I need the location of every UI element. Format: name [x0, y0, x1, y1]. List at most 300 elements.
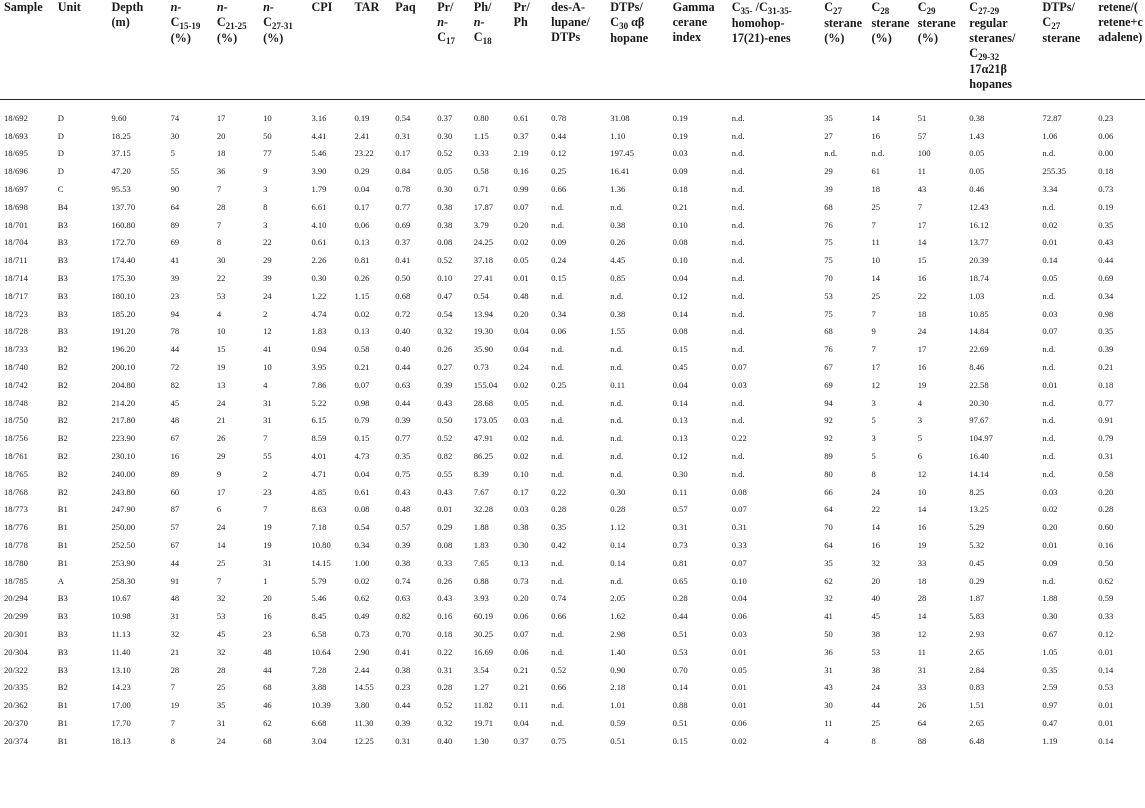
- cell-depth: 160.80: [111, 219, 136, 230]
- cell-unit: B2: [57, 468, 68, 479]
- cell-deslup: 0.28: [551, 504, 567, 515]
- cell-c29: 57: [917, 130, 927, 141]
- cell-n2125: 18: [216, 148, 226, 159]
- cell-prc17: 0.22: [437, 646, 453, 657]
- cell-c29: 10: [917, 486, 927, 497]
- cell-dtphop: 1.12: [610, 522, 626, 533]
- cell-c28: 61: [871, 166, 881, 177]
- cell-dtphop: n.d.: [610, 451, 624, 462]
- cell-c27: 94: [824, 397, 833, 408]
- cell-gamma: 0.21: [672, 201, 688, 212]
- cell-sample: 18/776: [4, 522, 28, 533]
- cell-c27: 66: [824, 486, 833, 497]
- cell-tar: 0.54: [354, 522, 370, 533]
- cell-c29: 26: [917, 700, 927, 711]
- cell-reg: 1.87: [969, 593, 985, 604]
- cell-tar: 0.04: [354, 468, 370, 479]
- cell-sample: 18/717: [4, 290, 28, 301]
- cell-unit: B3: [57, 255, 68, 266]
- cell-sample: 18/785: [4, 575, 28, 586]
- cell-c28: 16: [871, 540, 881, 551]
- cell-c29: 33: [917, 557, 927, 568]
- cell-prph: 0.21: [513, 682, 529, 693]
- cell-n1519: 39: [170, 273, 180, 284]
- cell-phc18: 0.73: [473, 362, 489, 373]
- cell-prph: 0.04: [513, 344, 529, 355]
- cell-prc17: 0.30: [437, 184, 453, 195]
- cell-homohop: n.d.: [731, 415, 745, 426]
- cell-deslup: 0.06: [551, 326, 567, 337]
- cell-retene: 0.44: [1098, 255, 1114, 266]
- cell-dtpc27: n.d.: [1042, 451, 1056, 462]
- cell-unit: C: [57, 184, 64, 195]
- cell-depth: 95.53: [111, 184, 131, 195]
- cell-paq: 0.31: [395, 130, 411, 141]
- table-row: [0, 483, 1145, 501]
- cell-reg: 2.84: [969, 664, 985, 675]
- cell-c28: 14: [871, 273, 881, 284]
- header-homohopenes: $C_{35-}$ $/C_{31-35-}$ homohop- 17(21)-enes: [728, 0, 820, 99]
- table-row: [0, 643, 1145, 661]
- cell-paq: 0.39: [395, 717, 411, 728]
- cell-phc18: 0.71: [473, 184, 489, 195]
- cell-cpi: 10.39: [311, 700, 331, 711]
- cell-retene: 0.35: [1098, 326, 1114, 337]
- cell-phc18: 37.18: [473, 255, 494, 266]
- cell-sample: 18/692: [4, 112, 28, 123]
- cell-phc18: 24.25: [473, 237, 494, 248]
- cell-homohop: n.d.: [731, 326, 745, 337]
- cell-reg: 14.84: [969, 326, 989, 337]
- cell-sample: 20/370: [4, 717, 28, 728]
- cell-depth: 11.13: [111, 629, 131, 639]
- cell-deslup: 0.09: [551, 237, 567, 248]
- cell-dtpc27: 0.02: [1042, 219, 1058, 230]
- cell-n2125: 20: [216, 130, 226, 141]
- cell-dtpc27: 0.35: [1042, 664, 1058, 675]
- cell-unit: B1: [57, 557, 68, 568]
- cell-retene: 0.59: [1098, 593, 1114, 604]
- cell-dtpc27: 0.97: [1042, 700, 1058, 711]
- cell-n1519: 45: [170, 397, 180, 408]
- cell-retene: 0.14: [1098, 664, 1114, 675]
- cell-phc18: 35.90: [473, 344, 494, 355]
- cell-prc17: 0.27: [437, 362, 453, 373]
- cell-n1519: 41: [170, 255, 180, 266]
- header-dtps-c30-hopane: DTPs/ $C_{30}$ αβ hopane: [606, 0, 668, 99]
- cell-sample: 18/780: [4, 557, 28, 568]
- cell-c28: 25: [871, 290, 881, 301]
- cell-homohop: n.d.: [731, 397, 745, 408]
- cell-c27: 68: [824, 326, 833, 337]
- cell-c29: 88: [917, 735, 927, 746]
- cell-prph: 0.04: [513, 326, 529, 337]
- cell-c28: 20: [871, 575, 881, 586]
- cell-cpi: 3.16: [311, 112, 327, 123]
- cell-dtpc27: n.d.: [1042, 362, 1056, 373]
- cell-cpi: 3.88: [311, 682, 327, 693]
- cell-c28: 10: [871, 255, 881, 266]
- cell-sample: 18/723: [4, 308, 28, 319]
- cell-dtphop: 0.14: [610, 557, 626, 568]
- cell-dtphop: n.d.: [610, 201, 624, 212]
- cell-n1519: 57: [170, 522, 180, 533]
- cell-n2731: 10: [263, 362, 272, 373]
- cell-c28: 14: [871, 112, 881, 123]
- cell-gamma: 0.04: [672, 273, 688, 284]
- cell-depth: 47.20: [111, 166, 131, 177]
- cell-homohop: n.d.: [731, 451, 745, 462]
- cell-paq: 0.68: [395, 290, 411, 301]
- cell-prph: 0.02: [513, 433, 529, 444]
- cell-dtpc27: n.d.: [1042, 201, 1056, 212]
- cell-prph: 0.16: [513, 166, 529, 177]
- cell-prph: 0.05: [513, 397, 529, 408]
- cell-gamma: 0.04: [672, 379, 688, 390]
- cell-dtphop: 2.18: [610, 682, 626, 693]
- cell-homohop: 0.07: [731, 504, 747, 515]
- cell-gamma: 0.19: [672, 130, 688, 141]
- cell-tar: 23.22: [354, 148, 374, 159]
- cell-reg: 104.97: [969, 433, 993, 444]
- cell-n2125: 32: [216, 646, 226, 657]
- cell-homohop: n.d.: [731, 184, 745, 195]
- cell-c27: 31: [824, 664, 833, 675]
- cell-c27: 70: [824, 522, 833, 533]
- table-row: [0, 340, 1145, 358]
- cell-paq: 0.38: [395, 664, 411, 675]
- cell-cpi: 5.79: [311, 575, 327, 586]
- cell-prph: 0.38: [513, 522, 529, 533]
- cell-prc17: 0.08: [437, 237, 453, 248]
- cell-dtpc27: 0.01: [1042, 540, 1058, 551]
- cell-depth: 17.70: [111, 717, 131, 728]
- cell-c29: 6: [917, 451, 922, 462]
- cell-c28: 8: [871, 735, 876, 746]
- cell-n1519: 32: [170, 629, 180, 639]
- cell-c28: 45: [871, 611, 881, 622]
- cell-n2731: 62: [263, 717, 272, 728]
- header-cpi: CPI: [307, 0, 350, 99]
- cell-dtphop: 0.38: [610, 219, 626, 230]
- cell-retene: 0.35: [1098, 219, 1114, 230]
- cell-dtphop: 0.14: [610, 540, 626, 551]
- cell-c28: 7: [871, 219, 876, 230]
- header-depth: Depth (m): [108, 0, 167, 99]
- cell-c29: 100: [917, 148, 931, 159]
- cell-sample: 18/733: [4, 344, 28, 355]
- cell-prph: 0.11: [513, 700, 529, 711]
- cell-homohop: 0.07: [731, 362, 747, 373]
- cell-n2125: 6: [216, 504, 222, 515]
- cell-prph: 0.37: [513, 130, 529, 141]
- cell-cpi: 14.15: [311, 557, 331, 568]
- cell-cpi: 3.90: [311, 166, 327, 177]
- cell-tar: 0.02: [354, 575, 370, 586]
- cell-homohop: 0.33: [731, 540, 747, 551]
- cell-reg: 0.83: [969, 682, 985, 693]
- cell-c28: 44: [871, 700, 881, 711]
- table-row: [0, 732, 1145, 750]
- cell-prc17: 0.54: [437, 308, 453, 319]
- cell-n1519: 89: [170, 468, 180, 479]
- cell-depth: 217.80: [111, 415, 136, 426]
- cell-phc18: 7.65: [473, 557, 489, 568]
- header-paq: Paq: [391, 0, 433, 99]
- cell-retene: 0.14: [1098, 735, 1114, 746]
- cell-deslup: n.d.: [551, 397, 565, 408]
- cell-reg: 0.45: [969, 557, 985, 568]
- cell-deslup: 0.42: [551, 540, 567, 551]
- cell-c28: 32: [871, 557, 881, 568]
- cell-deslup: n.d.: [551, 344, 565, 355]
- cell-paq: 0.35: [395, 451, 411, 462]
- cell-gamma: 0.65: [672, 575, 688, 586]
- cell-prph: 0.61: [513, 112, 529, 123]
- cell-gamma: 0.14: [672, 308, 688, 319]
- cell-depth: 137.70: [111, 201, 136, 212]
- cell-deslup: 0.15: [551, 273, 567, 284]
- cell-c27: 43: [824, 682, 833, 693]
- cell-deslup: n.d.: [551, 290, 565, 301]
- cell-n2731: 9: [263, 166, 268, 177]
- cell-prph: 0.05: [513, 255, 529, 266]
- cell-n2731: 68: [263, 735, 272, 746]
- cell-gamma: 0.44: [672, 611, 688, 622]
- cell-c27: 64: [824, 540, 833, 551]
- cell-dtpc27: 0.03: [1042, 486, 1058, 497]
- table-row: [0, 714, 1145, 732]
- cell-tar: 0.02: [354, 308, 370, 319]
- cell-gamma: 0.09: [672, 166, 688, 177]
- cell-homohop: 0.02: [731, 735, 747, 746]
- cell-phc18: 32.28: [473, 504, 494, 515]
- cell-homohop: 0.10: [731, 575, 747, 586]
- cell-homohop: 0.08: [731, 486, 747, 497]
- header-pr-n-c17: Pr/ n- $C_{17}$: [433, 0, 470, 99]
- cell-depth: 18.25: [111, 130, 131, 141]
- cell-phc18: 1.30: [473, 735, 489, 746]
- cell-dtpc27: 1.88: [1042, 593, 1058, 604]
- cell-cpi: 7.18: [311, 522, 327, 533]
- cell-reg: 0.38: [969, 112, 985, 123]
- cell-tar: 12.25: [354, 735, 374, 746]
- cell-dtpc27: 0.03: [1042, 308, 1058, 319]
- cell-n2731: 39: [263, 273, 272, 284]
- cell-retene: 0.01: [1098, 646, 1114, 657]
- cell-n2731: 1: [263, 575, 268, 586]
- cell-unit: B2: [57, 362, 68, 373]
- cell-n1519: 67: [170, 433, 180, 444]
- cell-dtphop: 2.05: [610, 593, 626, 604]
- cell-dtpc27: 0.05: [1042, 273, 1058, 284]
- cell-deslup: n.d.: [551, 433, 565, 444]
- cell-reg: 0.46: [969, 184, 985, 195]
- cell-gamma: 0.51: [672, 629, 688, 639]
- cell-c29: 28: [917, 593, 927, 604]
- cell-c29: 19: [917, 540, 927, 551]
- cell-retene: 0.91: [1098, 415, 1114, 426]
- cell-homohop: n.d.: [731, 130, 745, 141]
- cell-deslup: 0.66: [551, 611, 567, 622]
- cell-gamma: 0.11: [672, 486, 688, 497]
- cell-reg: 22.58: [969, 379, 989, 390]
- cell-reg: 97.67: [969, 415, 989, 426]
- cell-sample: 20/362: [4, 700, 28, 711]
- table-row: [0, 376, 1145, 394]
- cell-n2125: 13: [216, 379, 226, 390]
- header-c27-sterane: $C_{27}$ sterane (%): [820, 0, 867, 99]
- cell-homohop: 0.04: [731, 593, 747, 604]
- cell-c29: 14: [917, 237, 927, 248]
- cell-paq: 0.23: [395, 682, 411, 693]
- cell-c28: 24: [871, 682, 881, 693]
- cell-tar: 0.29: [354, 166, 370, 177]
- cell-c28: 53: [871, 646, 881, 657]
- cell-n2731: 44: [263, 664, 272, 675]
- cell-n2731: 12: [263, 326, 272, 337]
- cell-tar: 0.08: [354, 504, 370, 515]
- cell-homohop: n.d.: [731, 237, 745, 248]
- cell-prc17: 0.52: [437, 148, 453, 159]
- cell-deslup: 0.24: [551, 255, 567, 266]
- cell-c27: 35: [824, 557, 833, 568]
- cell-prc17: 0.29: [437, 522, 453, 533]
- cell-deslup: n.d.: [551, 201, 565, 212]
- cell-tar: 14.55: [354, 682, 374, 693]
- table-row: [0, 536, 1145, 554]
- cell-sample: 18/711: [4, 255, 28, 266]
- cell-gamma: 0.03: [672, 148, 688, 159]
- cell-retene: 0.06: [1098, 130, 1114, 141]
- cell-n2731: 23: [263, 629, 272, 639]
- cell-c27: 29: [824, 166, 833, 177]
- cell-tar: 0.58: [354, 344, 370, 355]
- cell-unit: B2: [57, 415, 68, 426]
- cell-depth: 37.15: [111, 148, 131, 159]
- cell-tar: 0.19: [354, 112, 370, 123]
- cell-unit: D: [57, 166, 64, 177]
- cell-n2731: 48: [263, 646, 272, 657]
- cell-phc18: 3.54: [473, 664, 489, 675]
- cell-unit: B1: [57, 540, 68, 551]
- cell-c29: 64: [917, 717, 927, 728]
- cell-depth: 253.90: [111, 557, 136, 568]
- cell-dtphop: 0.85: [610, 273, 626, 284]
- cell-c28: 12: [871, 379, 881, 390]
- cell-unit: B3: [57, 237, 68, 248]
- cell-n1519: 19: [170, 700, 180, 711]
- cell-depth: 13.10: [111, 664, 131, 675]
- cell-depth: 196.20: [111, 344, 136, 355]
- cell-dtpc27: n.d.: [1042, 433, 1056, 444]
- cell-cpi: 10.80: [311, 540, 331, 551]
- cell-phc18: 13.94: [473, 308, 494, 319]
- cell-c29: 5: [917, 433, 922, 444]
- cell-sample: 20/322: [4, 664, 28, 675]
- cell-retene: 0.50: [1098, 557, 1114, 568]
- cell-reg: 0.29: [969, 575, 985, 586]
- cell-paq: 0.40: [395, 344, 411, 355]
- cell-deslup: 0.34: [551, 308, 567, 319]
- table-row: [0, 412, 1145, 430]
- cell-dtpc27: 3.34: [1042, 184, 1058, 195]
- cell-tar: 1.15: [354, 290, 370, 301]
- cell-unit: B2: [57, 397, 68, 408]
- cell-n2125: 24: [216, 397, 226, 408]
- cell-tar: 0.61: [354, 486, 370, 497]
- cell-prph: 0.07: [513, 201, 529, 212]
- table-row: [0, 145, 1145, 163]
- cell-sample: 18/704: [4, 237, 28, 248]
- cell-phc18: 1.83: [473, 540, 489, 551]
- cell-deslup: 0.25: [551, 166, 567, 177]
- table-header: [0, 0, 1145, 99]
- cell-n1519: 69: [170, 237, 180, 248]
- cell-c27: 41: [824, 611, 833, 622]
- cell-paq: 0.54: [395, 112, 411, 123]
- header-pr-ph: Pr/ Ph: [510, 0, 548, 99]
- cell-sample: 18/756: [4, 433, 28, 444]
- cell-prc17: 0.43: [437, 397, 453, 408]
- cell-n1519: 8: [170, 735, 175, 746]
- cell-retene: 0.79: [1098, 433, 1114, 444]
- cell-gamma: 0.14: [672, 397, 688, 408]
- cell-homohop: n.d.: [731, 290, 745, 301]
- cell-n1519: 91: [170, 575, 180, 586]
- table-row: [0, 501, 1145, 519]
- cell-prph: 0.30: [513, 540, 529, 551]
- cell-prph: 0.37: [513, 735, 529, 746]
- cell-prph: 0.01: [513, 273, 529, 284]
- cell-unit: D: [57, 112, 64, 123]
- cell-dtphop: n.d.: [610, 362, 624, 373]
- cell-reg: 5.83: [969, 611, 985, 622]
- cell-dtphop: 0.90: [610, 664, 626, 675]
- header-retene-cadalene: retene/( retene+c adalene): [1094, 0, 1145, 99]
- cell-deslup: n.d.: [551, 629, 565, 639]
- cell-c27: 92: [824, 433, 833, 444]
- cell-unit: B2: [57, 433, 68, 444]
- cell-dtphop: 31.08: [610, 112, 630, 123]
- cell-prph: 2.19: [513, 148, 529, 159]
- cell-paq: 0.74: [395, 575, 411, 586]
- cell-dtpc27: 0.01: [1042, 379, 1058, 390]
- cell-gamma: 0.19: [672, 112, 688, 123]
- cell-gamma: 0.57: [672, 504, 688, 515]
- cell-dtphop: n.d.: [610, 415, 624, 426]
- cell-c29: 17: [917, 219, 927, 230]
- cell-c28: 3: [871, 397, 876, 408]
- cell-sample: 18/748: [4, 397, 28, 408]
- cell-n2731: 31: [263, 415, 272, 426]
- cell-n2125: 8: [216, 237, 222, 248]
- cell-n1519: 5: [170, 148, 175, 159]
- cell-n2731: 8: [263, 201, 268, 212]
- cell-c29: 15: [917, 255, 927, 266]
- cell-reg: 22.69: [969, 344, 989, 355]
- cell-gamma: 0.13: [672, 433, 688, 444]
- cell-c28: 25: [871, 717, 881, 728]
- cell-paq: 0.41: [395, 255, 411, 266]
- cell-cpi: 10.64: [311, 646, 331, 657]
- cell-gamma: 0.12: [672, 290, 688, 301]
- cell-unit: B2: [57, 486, 68, 497]
- cell-retene: 0.39: [1098, 344, 1114, 355]
- cell-depth: 204.80: [111, 379, 136, 390]
- cell-prc17: 0.52: [437, 433, 453, 444]
- cell-cpi: 2.26: [311, 255, 327, 266]
